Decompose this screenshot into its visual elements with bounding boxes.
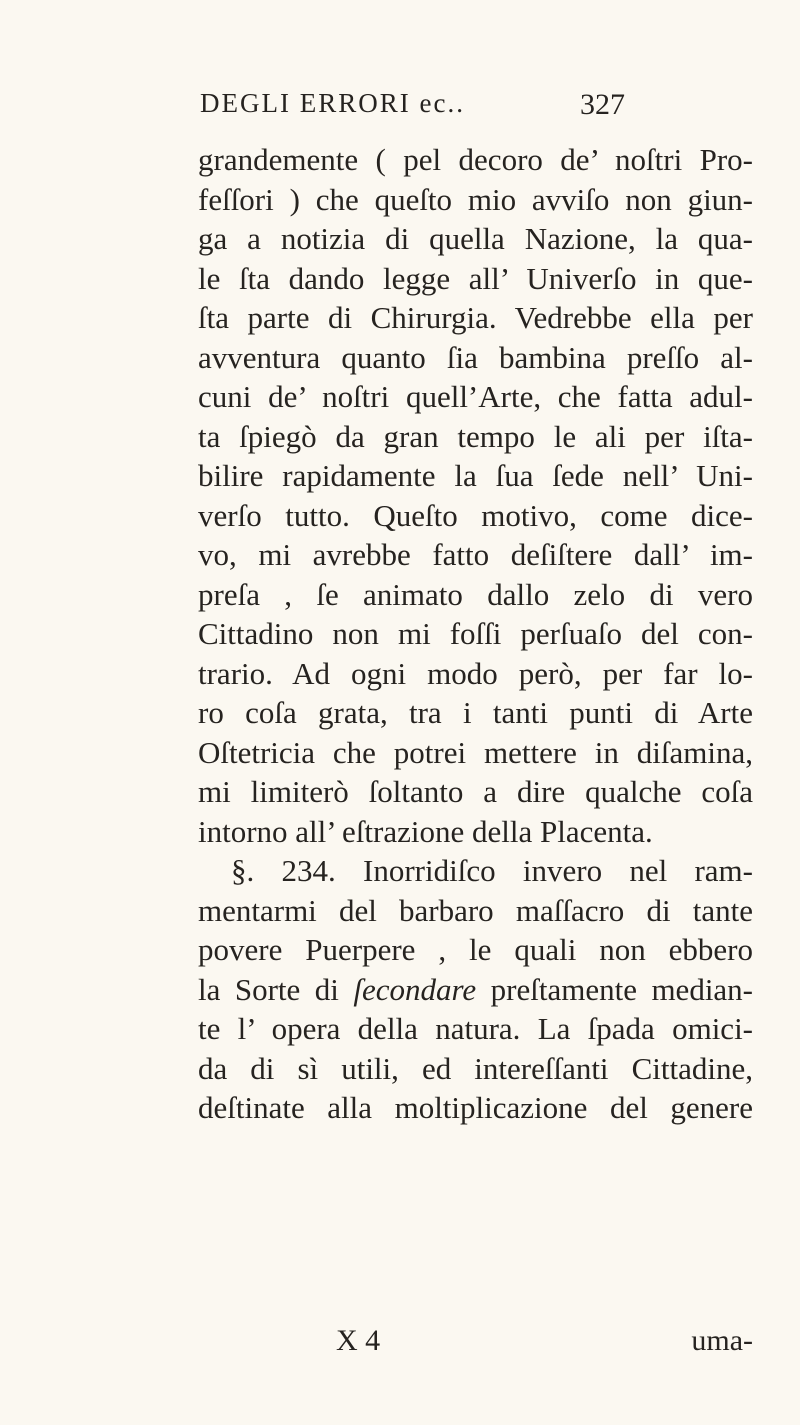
running-head: [200, 88, 700, 128]
text-line-22: [198, 970, 753, 1010]
text-line-11: vo, mi avrebbe fatto deſiſtere dall’ im-: [198, 537, 753, 572]
text-line-2: feſſori ) che queſto mio avviſo non giun-: [198, 181, 753, 217]
text-line-3: ga a notizia di quella Nazione, la qua-: [198, 221, 753, 256]
signature-mark: X 4: [336, 1324, 381, 1357]
running-title: DEGLI ERRORI ec..: [200, 88, 465, 118]
text-line-22-end: preſtamente median-: [490, 971, 753, 1007]
text-line-4: le ſta dando legge all’ Univerſo in que-: [198, 260, 753, 296]
text-line-15: ro coſa grata, tra i tanti punti di Arte: [198, 695, 753, 730]
italic-word: ſecondare: [353, 971, 477, 1007]
text-line-14: trario. Ad ogni modo però, per far lo-: [198, 655, 753, 691]
text-line-22-start: la Sorte di: [198, 971, 339, 1007]
text-line-16: Oſtetricia che potrei mettere in diſamina,: [198, 734, 753, 770]
text-line-21: povere Puerpere , le quali non ebbero: [198, 932, 753, 967]
text-line-24: da di sì utili, ed intereſſanti Cittadine,: [198, 1050, 753, 1086]
text-line-8: ta ſpiegò da gran tempo le ali per iſta-: [198, 418, 753, 454]
text-line-17: mi limiterò ſoltanto a dire qualche coſa: [198, 774, 753, 809]
text-line-6: avventura quanto ſia bambina preſſo al-: [198, 339, 753, 375]
text-line-18: intorno all’ eſtrazione della Placenta.: [198, 813, 653, 849]
text-line-23: te l’ opera della natura. La ſpada omici-: [198, 1011, 753, 1046]
catchword: uma-: [691, 1324, 753, 1357]
text-line-25: deſtinate alla moltiplicazione del genere: [198, 1090, 753, 1125]
text-line-1: grandemente ( pel decoro de’ noſtri Pro-: [198, 142, 753, 177]
text-line-20: mentarmi del barbaro maſſacro di tante: [198, 892, 753, 928]
text-line-13: Cittadino non mi foſſi perſuaſo del con-: [198, 616, 753, 651]
text-line-5: ſta parte di Chirurgia. Vedrebbe ella per: [198, 300, 753, 335]
text-line-10: verſo tutto. Queſto motivo, come dice-: [198, 497, 753, 533]
text-line-9: bilire rapidamente la ſua ſede nell’ Uni-: [198, 458, 753, 493]
text-line-7: cuni de’ noſtri quell’Arte, che fatta adul-: [198, 379, 753, 414]
body-text: [198, 140, 753, 1128]
page-number: 327: [580, 88, 625, 121]
text-line-12: preſa , ſe animato dallo zelo di vero: [198, 576, 753, 612]
text-line-19: §. 234. Inorridiſco invero nel ram-: [231, 853, 753, 888]
catchline: [198, 1324, 753, 1364]
